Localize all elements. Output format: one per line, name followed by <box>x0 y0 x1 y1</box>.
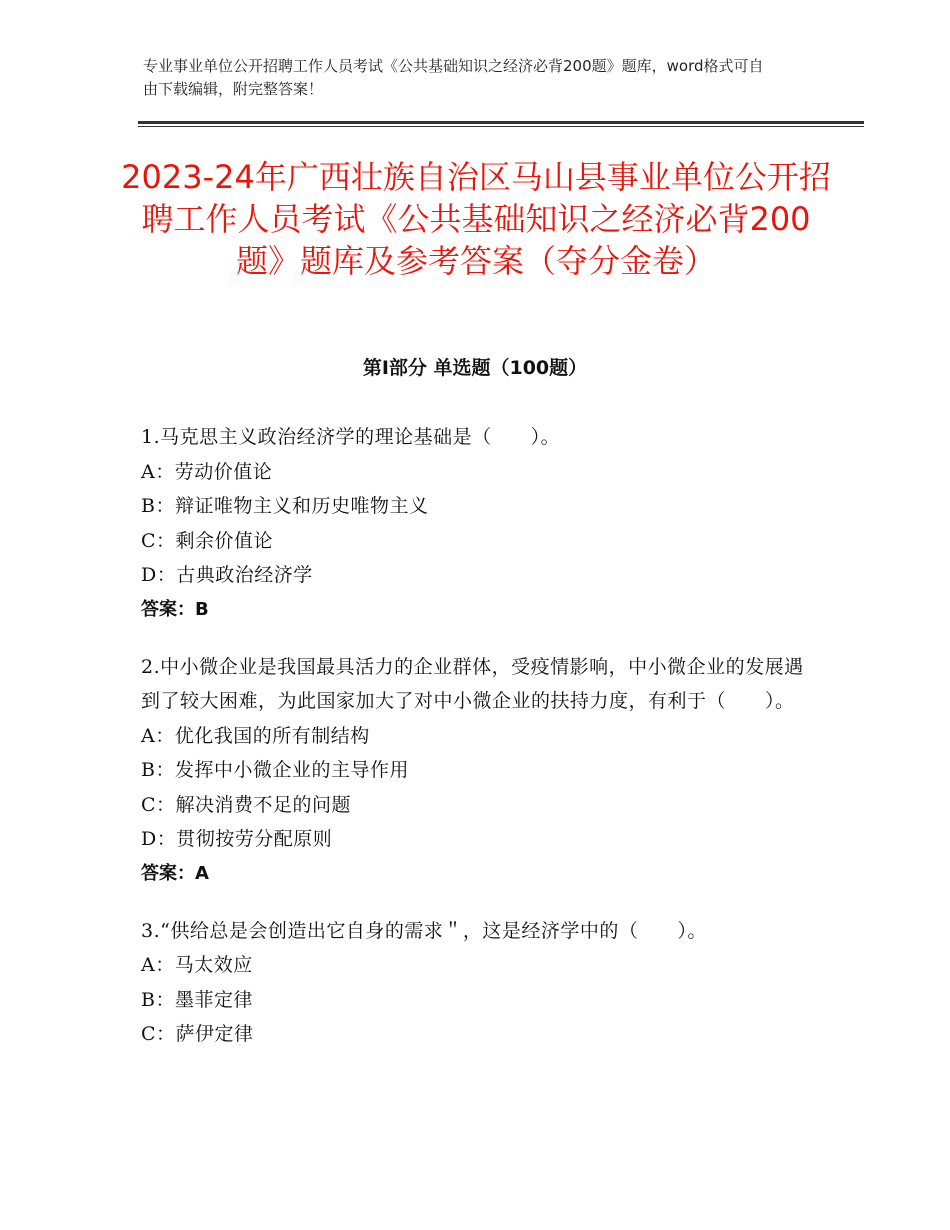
question-text: 3.“供给总是会创造出它自身的需求＂，这是经济学中的（ ）。 <box>141 919 707 942</box>
option-d: D：古典政治经济学 <box>141 564 313 586</box>
section-heading: 第Ⅰ部分 单选题（100题） <box>362 357 588 379</box>
option-c: C：萨伊定律 <box>141 1023 254 1045</box>
option-c: C：剩余价值论 <box>141 529 274 552</box>
question-text: 2.中小微企业是我国最具活力的企业群体，受疫情影响，中小微企业的发展遇到了较大困难，为此国家加大了对中小微企业的扶持力度，有利于（ ）。 <box>141 655 804 712</box>
answer: 答案：A <box>141 862 209 884</box>
option-a: A：优化我国的所有制结构 <box>141 724 370 747</box>
header-rule-thick <box>138 121 864 124</box>
question-text: 1.马克思主义政治经济学的理论基础是（ ）。 <box>141 426 561 448</box>
answer: 答案：B <box>141 598 209 620</box>
option-b: B：墨菲定律 <box>141 988 253 1011</box>
question-3 <box>141 914 811 1052</box>
option-d: D：贯彻按劳分配原则 <box>141 828 333 850</box>
option-b: B：发挥中小微企业的主导作用 <box>141 759 409 781</box>
question-1 <box>141 420 811 627</box>
header-rule-thin <box>138 126 864 127</box>
option-b: B：辩证唯物主义和历史唯物主义 <box>141 495 429 517</box>
option-a: A：马太效应 <box>141 954 253 976</box>
question-2 <box>141 650 811 891</box>
option-a: A：劳动价值论 <box>141 460 273 483</box>
option-c: C：解决消费不足的问题 <box>141 793 352 816</box>
header-note: 专业事业单位公开招聘工作人员考试《公共基础知识之经济必背200题》题库，word格式可自由下载编辑，附完整答案！ <box>143 57 764 98</box>
document-title: 2023-24年广西壮族自治区马山县事业单位公开招聘工作人员考试《公共基础知识之经济必背200题》题库及参考答案（夺分金卷） <box>121 158 831 280</box>
question-list <box>141 420 811 1075</box>
